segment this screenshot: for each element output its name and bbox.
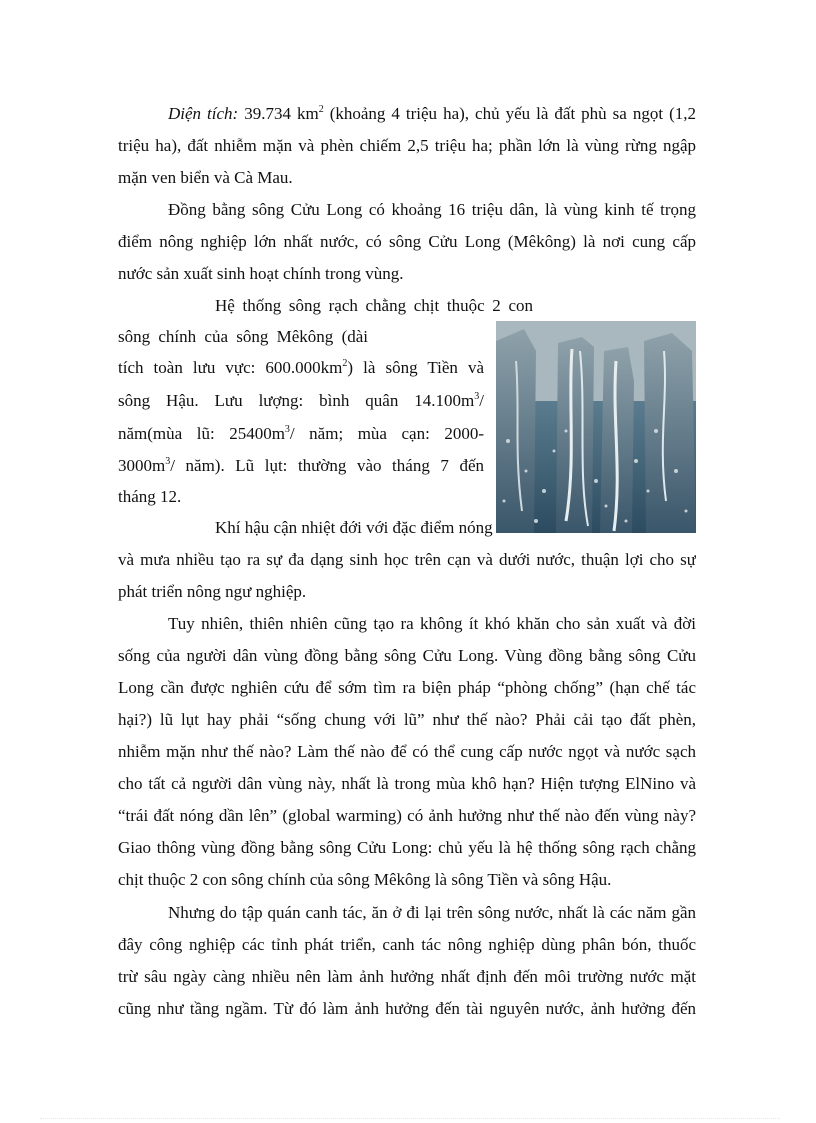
page-bottom-rule	[40, 1118, 780, 1119]
paragraph-3-line-1: Hệ thống sông rạch chằng chịt thuộc 2 con	[215, 296, 533, 315]
paragraph-5-line-6: cho tất cả người dân vùng này, nhất là trong mùa khô hạn? Hiện tượng ElNino và	[118, 774, 696, 793]
paragraph-2-line-1: Đồng bằng sông Cửu Long có khoảng 16 triệu dân, là vùng kinh tế trọng	[168, 200, 696, 219]
paragraph-3-line-5: năm(mùa lũ: $25400m^3/$ năm; mùa cạn: 2000-	[118, 424, 484, 443]
water-photo-illustration	[496, 321, 696, 533]
paragraph-3-line-3: tích toàn lưu vực: $600.000km^2$) là sông Tiền và	[118, 358, 484, 377]
paragraph-5-line-5: nhiễm mặn như thế nào? Làm thế nào để có thể cung cấp nước ngọt và nước sạch	[118, 742, 696, 761]
area-label: Diện tích:	[168, 104, 239, 123]
paragraph-6-line-1: Nhưng do tập quán canh tác, ăn ở đi lại trên sông nước, nhất là các năm gần	[168, 903, 696, 922]
paragraph-5-line-9: chịt thuộc 2 con sông chính của sông Mêkông là sông Tiền và sông Hậu.	[118, 870, 612, 889]
paragraph-4-line-3: phát triển nông ngư nghiệp.	[118, 582, 307, 601]
paragraph-5-line-3: Long cần được nghiên cứu để sớm tìm ra biện pháp “phòng chống” (hạn chế tác	[118, 678, 696, 697]
paragraph-5-line-1: Tuy nhiên, thiên nhiên cũng tạo ra không ít khó khăn cho sản xuất và đời	[168, 614, 696, 633]
paragraph-6-line-3: trừ sâu ngày càng nhiều nên làm ảnh hưởng nhất định đến môi trường nước mặt	[118, 967, 696, 986]
paragraph-3-line-4: sông Hậu. Lưu lượng: bình quân $14.100m^3/$	[118, 391, 484, 410]
paragraph-4-line-2: và mưa nhiều tạo ra sự đa dạng sinh học trên cạn và dưới nước, thuận lợi cho sự	[118, 550, 696, 569]
paragraph-5-line-8: Giao thông vùng đồng bằng sông Cửu Long: chủ yếu là hệ thống sông rạch chằng	[118, 838, 696, 857]
paragraph-4-line-1: Khí hậu cận nhiệt đới với đặc điểm nóng	[215, 518, 493, 537]
paragraph-1-line-2: triệu ha), đất nhiễm mặn và phèn chiếm 2,5 triệu ha; phần lớn là vùng rừng ngập	[118, 136, 696, 155]
paragraph-2-line-2: điểm nông nghiệp lớn nhất nước, có sông Cửu Long (Mêkông) là nơi cung cấp	[118, 232, 696, 251]
paragraph-5-line-2: sống của người dân vùng đồng bằng sông Cửu Long. Vùng đồng bằng sông Cửu	[118, 646, 696, 665]
paragraph-3-line-7: tháng 12.	[118, 487, 182, 506]
paragraph-3-line-6: $3000m^3/$ năm). Lũ lụt: thường vào tháng 7 đến	[118, 456, 484, 475]
paragraph-1-line-3: mặn ven biển và Cà Mau.	[118, 168, 293, 187]
paragraph-5-line-4: hại?) lũ lụt hay phải “sống chung với lũ” như thế nào? Phải cải tạo đất phèn,	[118, 710, 696, 729]
paragraph-2-line-3: nước sản xuất sinh hoạt chính trong vùng.	[118, 264, 404, 283]
water-photo	[496, 321, 696, 533]
paragraph-1-line-1: Diện tích: 39.734 $km^2$ (khoảng 4 triệu ha), chủ yếu là đất phù sa ngọt (1,2	[168, 104, 696, 123]
paragraph-5-line-7: “trái đất nóng dần lên” (global warming) có ảnh hưởng như thế nào đến vùng này?	[118, 806, 696, 825]
paragraph-6-line-4: cũng như tầng ngầm. Từ đó làm ảnh hưởng đến tài nguyên nước, ảnh hưởng đến	[118, 999, 696, 1018]
paragraph-6-line-2: đây công nghiệp các tỉnh phát triển, canh tác nông nghiệp dùng phân bón, thuốc	[118, 935, 696, 954]
paragraph-3-line-2: sông chính của sông Mêkông (dài	[118, 327, 368, 346]
